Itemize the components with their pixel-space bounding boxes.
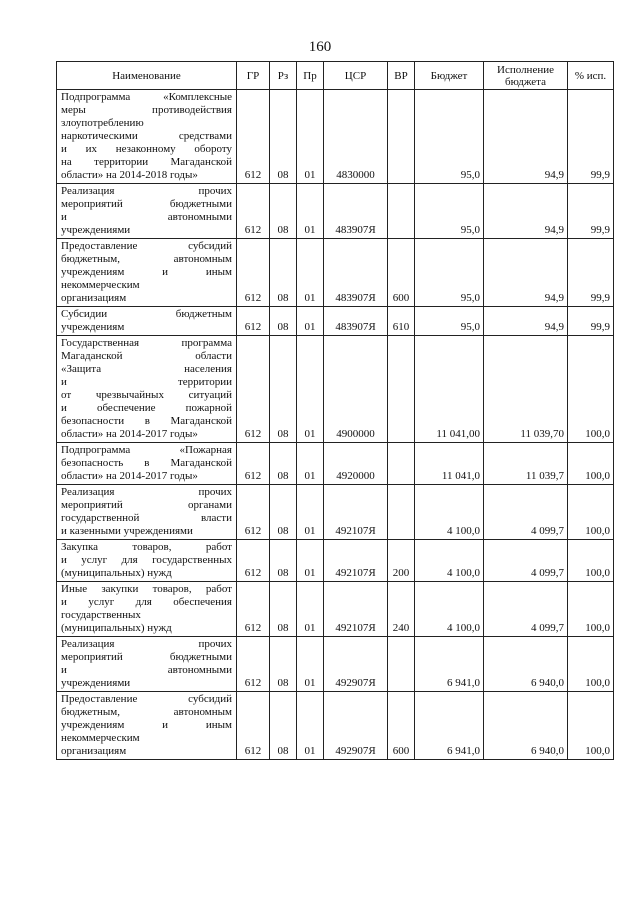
row-name-line: Реализация прочих [61,185,232,197]
row-name [57,336,237,443]
row-name [57,540,237,582]
row-name-line: и автономными [61,211,232,223]
cell-vr: 610 [388,307,415,336]
cell-csr: 492907Я [324,692,388,760]
cell-vr [388,485,415,540]
table-header-row [57,62,614,90]
cell-rz: 08 [270,184,297,239]
cell-pr: 01 [297,239,324,307]
cell-pr: 01 [297,336,324,443]
cell-budget: 11 041,00 [415,336,484,443]
cell-csr: 4900000 [324,336,388,443]
cell-execution: 4 099,7 [484,540,568,582]
cell-execution: 4 099,7 [484,485,568,540]
header-execution: Исполнение бюджета [484,62,568,90]
cell-pr: 01 [297,540,324,582]
row-name [57,637,237,692]
row-name-line: и автономными [61,664,232,676]
row-name-line: Реализация прочих [61,486,232,498]
row-name-line: Иные закупки товаров, работ [61,583,232,595]
row-name-line: Государственная программа [61,337,232,349]
cell-execution: 6 940,0 [484,637,568,692]
table-row [57,692,614,760]
table-row [57,637,614,692]
cell-budget: 4 100,0 [415,582,484,637]
cell-csr: 492107Я [324,582,388,637]
cell-budget: 11 041,0 [415,443,484,485]
row-name [57,90,237,184]
table-row [57,239,614,307]
cell-csr: 492107Я [324,540,388,582]
cell-budget: 6 941,0 [415,692,484,760]
row-name-line: злоупотреблению [61,117,144,129]
row-name-line: «Защита населения [61,363,232,375]
row-name [57,582,237,637]
row-name-line: области» на 2014-2017 годы» [61,470,198,482]
cell-pr: 01 [297,184,324,239]
cell-gr: 612 [237,582,270,637]
row-name-line: Магаданской области [61,350,232,362]
row-name-line: мероприятий бюджетными [61,651,232,663]
cell-budget: 95,0 [415,307,484,336]
row-name-line: бюджетным, автономным [61,706,232,718]
table-row [57,582,614,637]
row-name-line: и услуг для обеспечения [61,596,232,608]
cell-csr: 492107Я [324,485,388,540]
cell-vr [388,90,415,184]
row-name [57,692,237,760]
cell-percent: 100,0 [568,692,614,760]
cell-percent: 99,9 [568,184,614,239]
cell-csr: 483907Я [324,239,388,307]
row-name-line: и территории [61,376,232,388]
header-rz: Рз [270,62,297,90]
cell-gr: 612 [237,90,270,184]
cell-pr: 01 [297,90,324,184]
cell-vr: 600 [388,692,415,760]
header-pr: Пр [297,62,324,90]
row-name-line: Предоставление субсидий [61,240,232,252]
cell-gr: 612 [237,307,270,336]
row-name-line: Подпрограмма «Комплексные [61,91,232,103]
cell-percent: 100,0 [568,540,614,582]
cell-rz: 08 [270,443,297,485]
cell-budget: 4 100,0 [415,540,484,582]
cell-execution: 94,9 [484,90,568,184]
cell-execution: 6 940,0 [484,692,568,760]
cell-csr: 483907Я [324,184,388,239]
row-name [57,485,237,540]
header-csr: ЦСР [324,62,388,90]
row-name-line: и услуг для государственных [61,554,232,566]
cell-percent: 99,9 [568,307,614,336]
row-name-line: безопасности в Магаданской [61,415,232,427]
cell-execution: 11 039,70 [484,336,568,443]
cell-execution: 94,9 [484,239,568,307]
row-name-line: на территории Магаданской [61,156,232,168]
cell-pr: 01 [297,582,324,637]
row-name-line: области» на 2014-2017 годы» [61,428,198,440]
row-name [57,307,237,336]
cell-rz: 08 [270,307,297,336]
row-name [57,443,237,485]
cell-execution: 94,9 [484,184,568,239]
row-name-line: безопасность в Магаданской [61,457,232,469]
cell-vr: 200 [388,540,415,582]
header-name: Наименование [57,62,237,90]
page-number: 160 [308,39,332,55]
row-name-line: государственных [61,609,141,621]
cell-csr: 492907Я [324,637,388,692]
cell-rz: 08 [270,637,297,692]
table-row [57,184,614,239]
cell-csr: 483907Я [324,307,388,336]
table-row [57,540,614,582]
row-name-line: мероприятий бюджетными [61,198,232,210]
cell-gr: 612 [237,540,270,582]
row-name-line: бюджетным, автономным [61,253,232,265]
cell-percent: 99,9 [568,239,614,307]
cell-rz: 08 [270,540,297,582]
cell-percent: 100,0 [568,336,614,443]
cell-percent: 100,0 [568,582,614,637]
cell-rz: 08 [270,90,297,184]
row-name-line: учреждениям и иным [61,719,232,731]
cell-pr: 01 [297,637,324,692]
row-name-line: и их незаконному обороту [61,143,232,155]
row-name-line: организациям [61,745,127,757]
cell-gr: 612 [237,184,270,239]
cell-percent: 100,0 [568,443,614,485]
cell-rz: 08 [270,239,297,307]
cell-rz: 08 [270,692,297,760]
header-budget: Бюджет [415,62,484,90]
cell-csr: 4920000 [324,443,388,485]
cell-percent: 100,0 [568,485,614,540]
cell-gr: 612 [237,637,270,692]
cell-vr [388,184,415,239]
row-name-line: учреждениям и иным [61,266,232,278]
row-name-line: организациям [61,292,127,304]
row-name-line: Подпрограмма «Пожарная [61,444,232,456]
cell-vr: 240 [388,582,415,637]
row-name-line: области» на 2014-2018 годы» [61,169,198,181]
row-name-line: и обеспечение пожарной [61,402,232,414]
header-gr: ГР [237,62,270,90]
row-name-line: некоммерческим [61,732,140,744]
row-name-line: Субсидии бюджетным [61,308,232,320]
cell-rz: 08 [270,336,297,443]
table-row [57,90,614,184]
row-name-line: меры противодействия [61,104,232,116]
row-name-line: от чрезвычайных ситуаций [61,389,232,401]
cell-gr: 612 [237,485,270,540]
cell-vr [388,443,415,485]
row-name-line: и казенными учреждениями [61,525,193,537]
budget-table [56,61,614,760]
table-row [57,336,614,443]
cell-pr: 01 [297,485,324,540]
cell-execution: 11 039,7 [484,443,568,485]
table-row [57,307,614,336]
cell-vr: 600 [388,239,415,307]
cell-percent: 100,0 [568,637,614,692]
row-name-line: мероприятий органами [61,499,232,511]
header-vr: ВР [388,62,415,90]
cell-csr: 4830000 [324,90,388,184]
cell-budget: 95,0 [415,239,484,307]
cell-gr: 612 [237,692,270,760]
cell-pr: 01 [297,443,324,485]
row-name-line: Реализация прочих [61,638,232,650]
row-name-line: государственной власти [61,512,232,524]
cell-gr: 612 [237,443,270,485]
header-percent: % исп. [568,62,614,90]
row-name-line: Закупка товаров, работ [61,541,232,553]
row-name-line: учреждениям [61,321,125,333]
cell-rz: 08 [270,582,297,637]
row-name [57,184,237,239]
cell-pr: 01 [297,307,324,336]
table-body [57,90,614,760]
cell-pr: 01 [297,692,324,760]
cell-execution: 4 099,7 [484,582,568,637]
cell-percent: 99,9 [568,90,614,184]
row-name-line: (муниципальных) нужд [61,622,172,634]
table-row [57,443,614,485]
cell-rz: 08 [270,485,297,540]
cell-vr [388,637,415,692]
cell-vr [388,336,415,443]
cell-budget: 95,0 [415,90,484,184]
cell-budget: 6 941,0 [415,637,484,692]
cell-budget: 4 100,0 [415,485,484,540]
cell-gr: 612 [237,336,270,443]
row-name-line: учреждениями [61,224,131,236]
cell-budget: 95,0 [415,184,484,239]
row-name-line: некоммерческим [61,279,140,291]
row-name-line: Предоставление субсидий [61,693,232,705]
row-name [57,239,237,307]
table-row [57,485,614,540]
row-name-line: (муниципальных) нужд [61,567,172,579]
cell-execution: 94,9 [484,307,568,336]
cell-gr: 612 [237,239,270,307]
row-name-line: учреждениями [61,677,131,689]
row-name-line: наркотическими средствами [61,130,232,142]
